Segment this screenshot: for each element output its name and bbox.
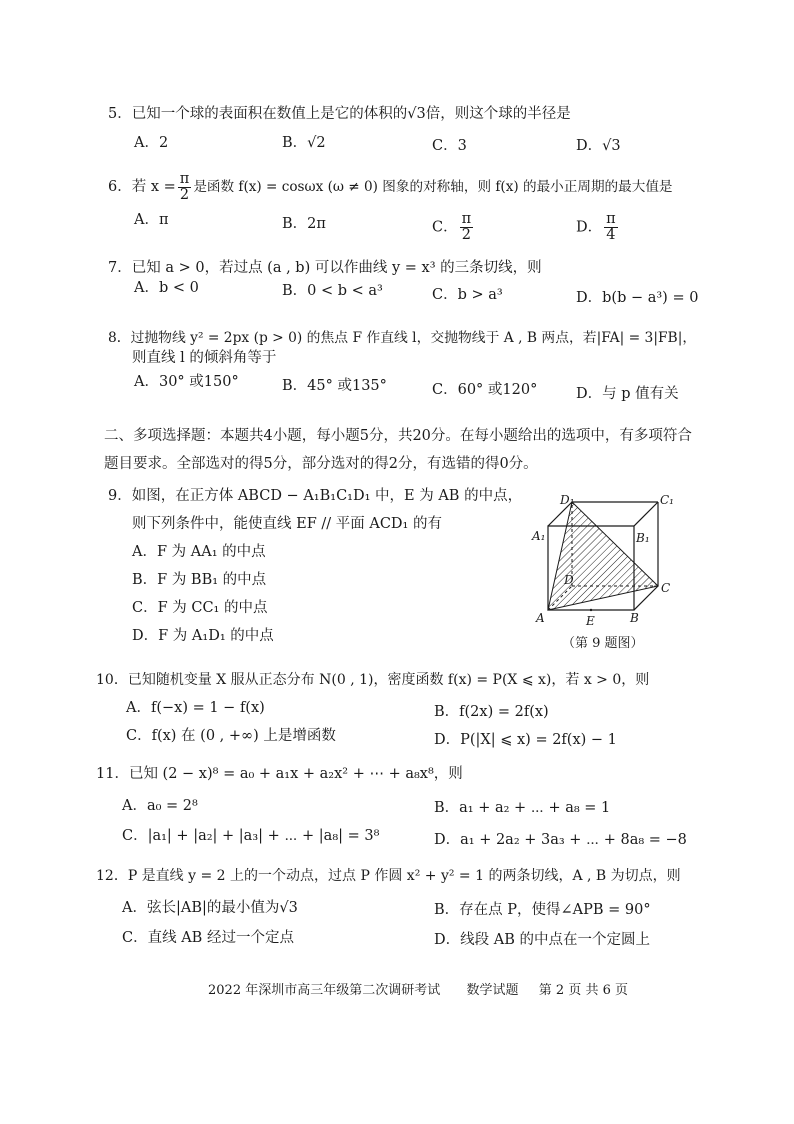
point-e — [590, 609, 592, 611]
q9-stem-line1: 9．如图，在正方体 ABCD − A₁B₁C₁D₁ 中，E 为 AB 的中点， — [108, 488, 523, 504]
q6-option-d-num: π — [606, 211, 616, 227]
label-d1: D₁ — [560, 493, 575, 507]
q10-option-d: D．P(|X| ⩽ x) = 2f(x) − 1 — [434, 732, 617, 748]
footer-exam-title: 2022 年深圳市高三年级第二次调研考试 — [208, 983, 441, 998]
label-b: B — [630, 611, 639, 625]
q8-option-d: D．与 p 值有关 — [576, 386, 679, 402]
section-2-heading: 二、多项选择题：本题共4小题，每小题5分，共20分。在每小题给出的选项中，有多项符合题目要求。全部选对的得5分，部分选对的得2分，有选错的得0分。 — [104, 428, 692, 472]
q8-option-a: A．30° 或150° — [134, 374, 239, 390]
footer-page-number: 第 2 页 共 6 页 — [538, 983, 629, 998]
q6-stem-suffix: 是函数 f(x) = cosωx (ω ≠ 0) 图象的对称轴，则 f(x) 的最小正周期的最大值是 — [193, 179, 673, 195]
label-c: C — [661, 581, 671, 595]
q11-option-b: B．a₁ + a₂ + ⋯ + a₈ = 1 — [434, 800, 611, 816]
q11-stem: 11．已知 (2 − x)⁸ = a₀ + a₁x + a₂x² + ⋯ + a₈x⁸，则 — [96, 766, 463, 782]
q10-stem: 10．已知随机变量 X 服从正态分布 N(0 , 1)，密度函数 f(x) = P(X ⩽ x)，若 x > 0，则 — [96, 672, 650, 688]
q9-option-a: A．F 为 AA₁ 的中点 — [132, 544, 266, 560]
q9-stem-line2: 则下列条件中，能使直线 EF // 平面 ACD₁ 的有 — [132, 516, 442, 532]
q6-option-b: B．2π — [282, 216, 326, 232]
q5-option-b: B．√2 — [282, 135, 326, 151]
q8-stem-line1: 8．过抛物线 y² = 2px (p > 0) 的焦点 F 作直线 l，交抛物线于 A , B 两点，若|FA| = 3|FB|， — [108, 330, 697, 346]
label-d: D — [564, 573, 574, 587]
q6-stem — [108, 170, 673, 204]
q7-option-a: A．b < 0 — [134, 280, 199, 296]
q9-option-d: D．F 为 A₁D₁ 的中点 — [132, 628, 274, 644]
q6-fraction-num: π — [179, 170, 190, 187]
q6-fraction-den: 2 — [179, 186, 190, 203]
q11-option-c: C．|a₁| + |a₂| + |a₃| + ⋯ + |a₈| = 3⁸ — [122, 828, 380, 844]
q10-option-a: A．f(−x) = 1 − f(x) — [126, 700, 265, 716]
q7-option-d: D．b(b − a³) = 0 — [576, 290, 699, 306]
q11-option-a: A．a₀ = 2⁸ — [122, 798, 198, 814]
q12-option-d: D．线段 AB 的中点在一个定圆上 — [434, 932, 650, 948]
q5-stem: 5．已知一个球的表面积在数值上是它的体积的√3倍，则这个球的半径是 — [108, 106, 571, 122]
q7-option-c: C．b > a³ — [432, 287, 503, 303]
q8-stem-line2: 则直线 l 的倾斜角等于 — [132, 350, 277, 366]
footer — [208, 982, 628, 1000]
label-a: A — [536, 611, 545, 625]
q11-option-d: D．a₁ + 2a₂ + 3a₃ + ⋯ + 8a₈ = −8 — [434, 832, 687, 848]
q6-option-c-frac — [460, 212, 474, 243]
q9-option-b: B．F 为 BB₁ 的中点 — [132, 572, 267, 588]
q10-option-b: B．f(2x) = 2f(x) — [434, 704, 549, 720]
q5-option-a: A．2 — [134, 135, 169, 151]
label-c1: C₁ — [660, 493, 674, 507]
label-e: E — [586, 614, 595, 628]
q10-option-c: C．f(x) 在 (0 , +∞) 上是增函数 — [126, 728, 336, 744]
q6-option-d — [576, 212, 620, 243]
q6-option-d-frac — [604, 212, 618, 243]
q6-option-c-prefix: C． — [432, 219, 458, 236]
q12-option-b: B．存在点 P，使得∠APB = 90° — [434, 902, 651, 918]
q9-figure-caption: （第 9 题图） — [562, 636, 644, 651]
q12-option-c: C．直线 AB 经过一个定点 — [122, 930, 294, 946]
q6-option-c-num: π — [461, 211, 472, 227]
q9-option-c: C．F 为 CC₁ 的中点 — [132, 600, 268, 616]
q9-cube-figure — [526, 488, 686, 628]
q8-option-b: B．45° 或135° — [282, 378, 387, 394]
footer-subject: 数学试题 — [466, 983, 519, 998]
q6-fraction — [178, 172, 192, 203]
q6-stem-prefix: 6．若 x = — [108, 179, 176, 195]
q6-option-d-den: 4 — [606, 227, 616, 243]
label-b1: B₁ — [636, 531, 650, 545]
q7-option-b: B．0 < b < a³ — [282, 283, 383, 299]
q6-option-d-prefix: D． — [576, 219, 603, 236]
q6-option-c-den: 2 — [461, 227, 471, 243]
q5-option-c: C．3 — [432, 138, 467, 154]
q7-stem: 7．已知 a > 0，若过点 (a , b) 可以作曲线 y = x³ 的三条切线，则 — [108, 260, 542, 276]
q8-option-c: C．60° 或120° — [432, 382, 538, 398]
label-a1: A₁ — [532, 529, 546, 543]
q6-option-a: A．π — [134, 212, 169, 228]
q5-option-d: D．√3 — [576, 138, 621, 154]
edge-b1c1 — [634, 502, 658, 526]
q12-option-a: A．弦长|AB|的最小值为√3 — [122, 900, 298, 916]
q6-option-c — [432, 212, 475, 243]
q12-stem: 12．P 是直线 y = 2 上的一个动点，过点 P 作圆 x² + y² = 1 的两条切线，A , B 为切点，则 — [96, 868, 681, 884]
